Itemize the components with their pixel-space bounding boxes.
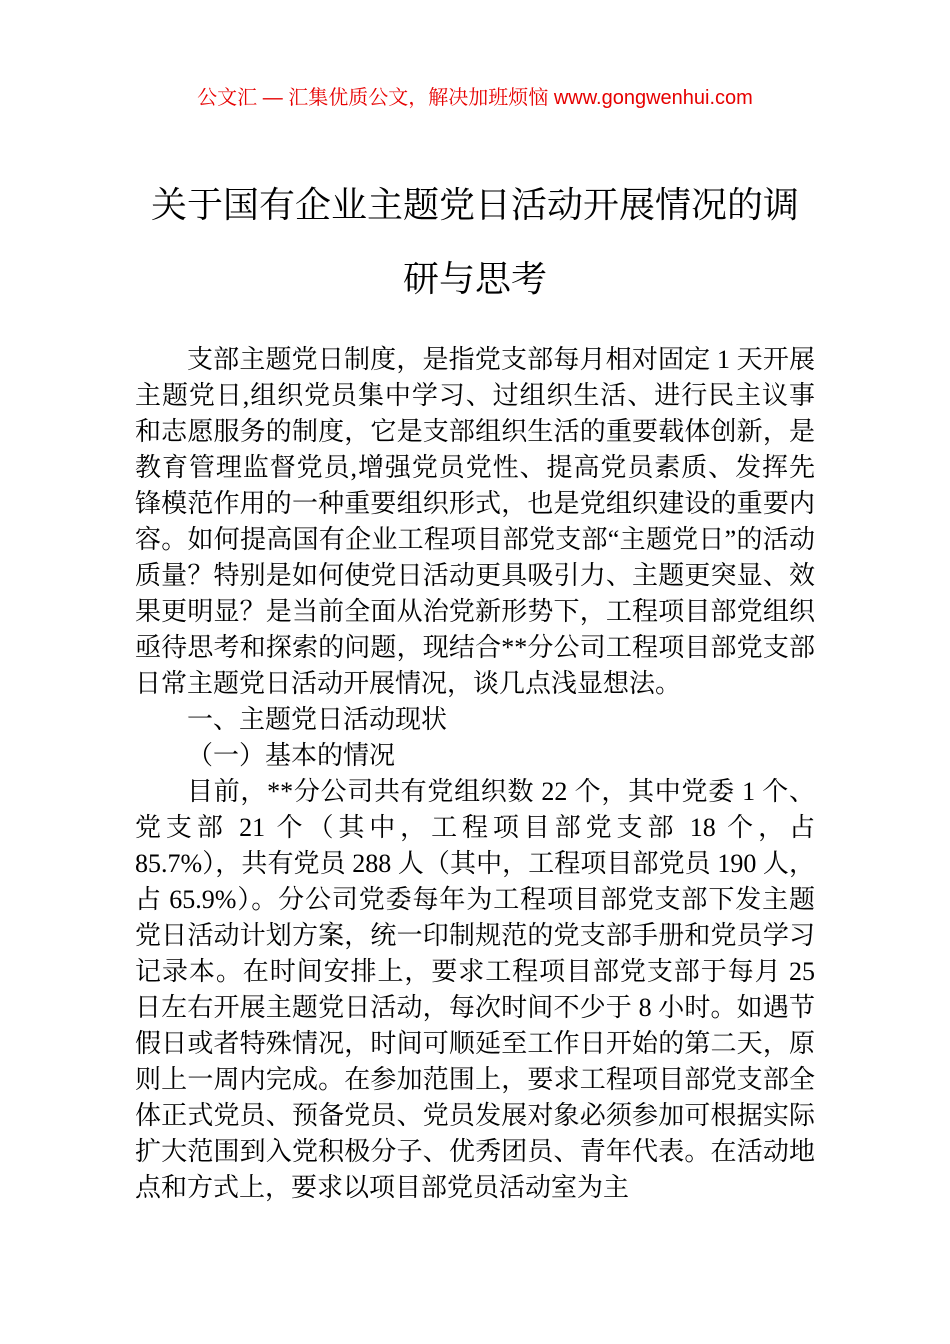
subsection-heading: （一）基本的情况 <box>187 741 396 770</box>
paragraph-intro: 支部主题党日制度，是指党支部每月相对固定 1 天开展主题党日,组织党员集中学习、过组织生活、进行民主议事和志愿服务的制度，它是支部组织生活的重要载体创新，是教育管理监督党员,增强党员党性、提高党员素质、发挥先锋模范作用的一种重要组织形式，也是党组织建设的重要内容。如何提高国有企业工程项目部党支部“主题党日”的活动质量？特别是如何使党日活动更具吸引力、主题更突显、效果更明显？是当前全面从治党新形势下，工程项目部党组织亟待思考和探索的问题，现结合**分公司工程项目部党支部日常主题党日活动开展情况，谈几点浅显想法。 <box>135 345 815 698</box>
document-title: 关于国有企业主题党日活动开展情况的调研与思考 <box>150 184 799 299</box>
site-watermark: 公文汇 — 汇集优质公文，解决加班烦恼 www.gongwenhui.com <box>197 87 753 109</box>
section-heading: 一、主题党日活动现状 <box>187 705 448 734</box>
document-body <box>135 342 815 1206</box>
paragraph-current-status: 目前，**分公司共有党组织数 22 个，其中党委 1 个、党支部 21 个（其中，工程项目部党支部 18 个，占 85.7%），共有党员 288 人（其中，工程项目部党员 190 人，占 65.9%）。分公司党委每年为工程项目部党支部下发主题党日活动计划方案，统一印制规范的党支部手册和党员学习记录本。在时间安排上，要求工程项目部党支部于每月 25 日左右开展主题党日活动，每次时间不少于 8 小时。如遇节假日或者特殊情况，时间可顺延至工作日开始的第二天，原则上一周内完成。在参加范围上，要求工程项目部党支部全体正式党员、预备党员、党员发展对象必须参加可根据实际扩大范围到入党积极分子、优秀团员、青年代表。在活动地点和方式上，要求以项目部党员活动室为主 <box>135 777 815 1202</box>
